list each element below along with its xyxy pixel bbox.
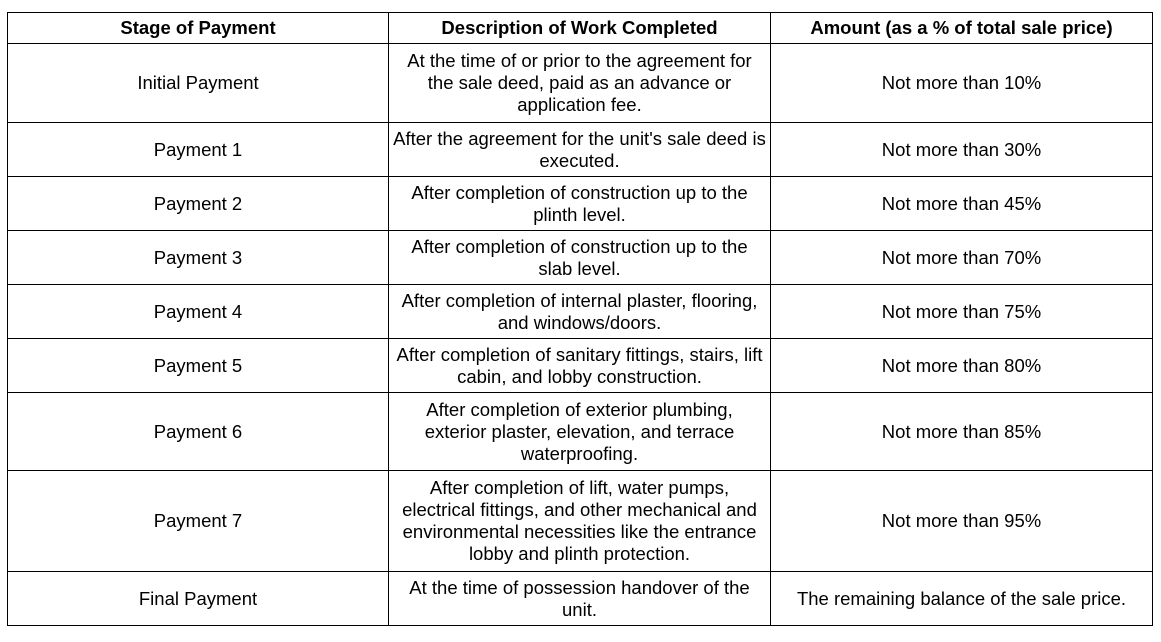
description-cell: After completion of construction up to the slab level. bbox=[389, 231, 771, 285]
stage-cell: Final Payment bbox=[8, 572, 389, 626]
amount-cell: Not more than 30% bbox=[771, 123, 1153, 177]
table-row bbox=[8, 44, 1153, 123]
table-row bbox=[8, 471, 1153, 572]
table-row bbox=[8, 572, 1153, 626]
stage-cell: Payment 6 bbox=[8, 393, 389, 471]
header-stage: Stage of Payment bbox=[8, 13, 389, 44]
header-row bbox=[8, 13, 1153, 44]
stage-cell: Payment 1 bbox=[8, 123, 389, 177]
amount-cell: Not more than 10% bbox=[771, 44, 1153, 123]
table-row bbox=[8, 285, 1153, 339]
stage-cell: Payment 3 bbox=[8, 231, 389, 285]
table-row bbox=[8, 123, 1153, 177]
amount-cell: Not more than 80% bbox=[771, 339, 1153, 393]
stage-cell: Payment 2 bbox=[8, 177, 389, 231]
table-row bbox=[8, 393, 1153, 471]
amount-cell: Not more than 70% bbox=[771, 231, 1153, 285]
description-cell: After the agreement for the unit's sale deed is executed. bbox=[389, 123, 771, 177]
description-cell: At the time of or prior to the agreement for the sale deed, paid as an advance or application fee. bbox=[389, 44, 771, 123]
stage-cell: Initial Payment bbox=[8, 44, 389, 123]
amount-cell: Not more than 95% bbox=[771, 471, 1153, 572]
amount-cell: The remaining balance of the sale price. bbox=[771, 572, 1153, 626]
table-row bbox=[8, 231, 1153, 285]
amount-cell: Not more than 45% bbox=[771, 177, 1153, 231]
description-cell: At the time of possession handover of the unit. bbox=[389, 572, 771, 626]
stage-cell: Payment 7 bbox=[8, 471, 389, 572]
table-row bbox=[8, 177, 1153, 231]
description-cell: After completion of exterior plumbing, exterior plaster, elevation, and terrace waterproofing. bbox=[389, 393, 771, 471]
description-cell: After completion of internal plaster, flooring, and windows/doors. bbox=[389, 285, 771, 339]
description-cell: After completion of construction up to the plinth level. bbox=[389, 177, 771, 231]
payment-schedule-table bbox=[7, 12, 1153, 626]
description-cell: After completion of sanitary fittings, stairs, lift cabin, and lobby construction. bbox=[389, 339, 771, 393]
stage-cell: Payment 5 bbox=[8, 339, 389, 393]
amount-cell: Not more than 75% bbox=[771, 285, 1153, 339]
stage-cell: Payment 4 bbox=[8, 285, 389, 339]
table-body bbox=[8, 44, 1153, 626]
table-header bbox=[8, 13, 1153, 44]
description-cell: After completion of lift, water pumps, electrical fittings, and other mechanical and environmental necessities like the entrance lobby and plinth protection. bbox=[389, 471, 771, 572]
amount-cell: Not more than 85% bbox=[771, 393, 1153, 471]
header-amount: Amount (as a % of total sale price) bbox=[771, 13, 1153, 44]
header-description: Description of Work Completed bbox=[389, 13, 771, 44]
table-row bbox=[8, 339, 1153, 393]
